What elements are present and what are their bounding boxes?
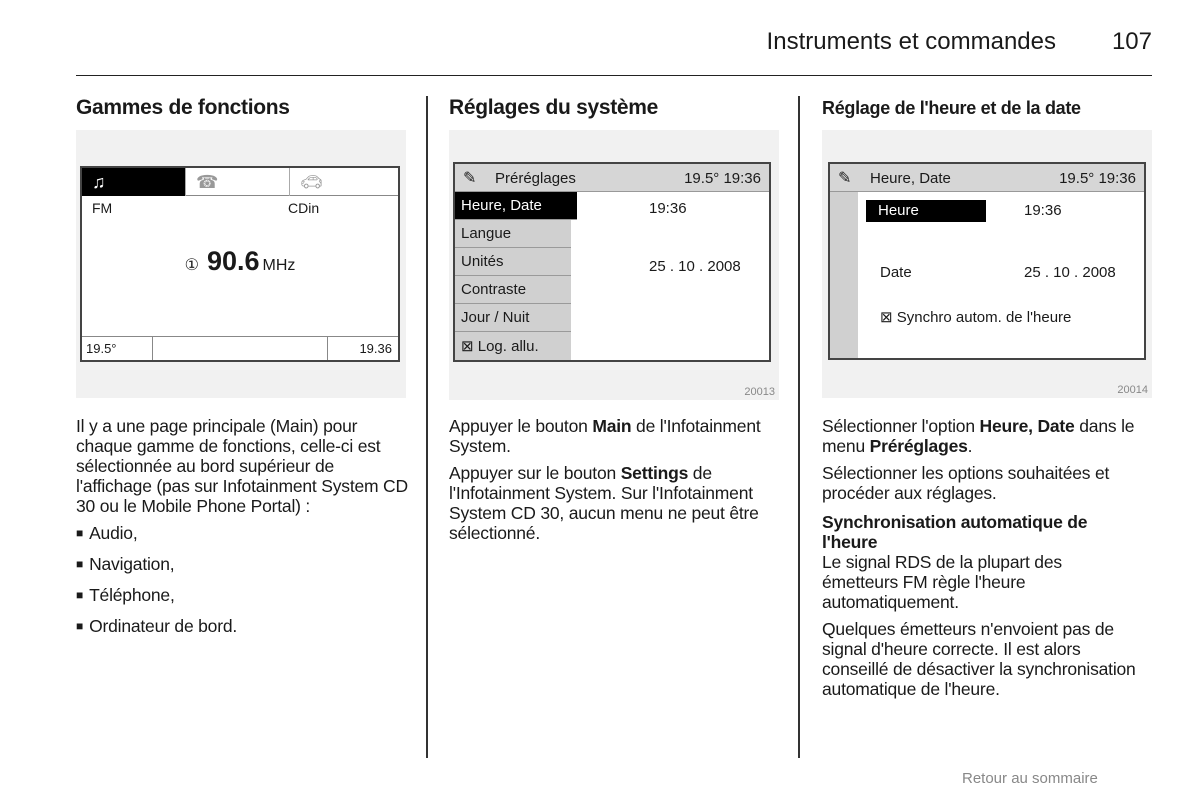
figure-time-screen [822, 130, 1152, 398]
paragraph [822, 416, 1142, 456]
column-system-settings [449, 92, 779, 543]
column-divider [426, 96, 428, 758]
option-name: Heure, Date [979, 416, 1075, 436]
time-value: 19:36 [1024, 202, 1062, 219]
car-icon: 🚗︎ [300, 171, 323, 192]
menu-item-log-allu[interactable]: ⊠ Log. allu. [461, 338, 539, 355]
text: Sélectionner l'option [822, 416, 980, 436]
music-note-icon: ♫ [92, 171, 106, 192]
paragraph: Sélectionner les options souhaitées et procéder aux réglages. [822, 463, 1110, 503]
menu-item-time-date[interactable]: Heure, Date [455, 192, 577, 220]
page-number: 107 [1111, 28, 1152, 55]
time-value: 19:36 [649, 200, 687, 217]
column-time-date [822, 92, 1152, 699]
list-item: ■ Téléphone, [76, 585, 408, 607]
list-item: ■ Navigation, [76, 554, 408, 576]
paragraph: Il y a une page principale (Main) pour chaque gamme de fonctions, celle-ci est sélectionnée au bord supérieur de l'affichage (pas sur Infotainment System CD 30 ou le Mobile Phone Portal) : [76, 416, 408, 516]
band-label-cdin: CDin [288, 200, 320, 216]
display-screen [453, 162, 771, 362]
menu-item-day-night[interactable]: Jour / Nuit [455, 304, 571, 332]
list-item: ■ Ordinateur de bord. [76, 616, 408, 638]
display-screen [80, 166, 400, 362]
body-text [822, 416, 1142, 706]
text: de l'Infotainment System. [449, 416, 761, 456]
button-name: Settings [620, 463, 689, 483]
screen-status: 19.5° 19:36 [684, 170, 761, 187]
date-value: 25 . 10 . 2008 [1024, 264, 1116, 281]
column-function-ranges [76, 92, 408, 636]
text: . [967, 436, 973, 456]
divider [327, 337, 328, 360]
button-name: Main [592, 416, 632, 436]
back-to-contents-link[interactable]: Retour au sommaire [962, 770, 1098, 787]
settings-icon: ✎ [838, 170, 852, 187]
frequency-unit: MHz [262, 257, 296, 274]
side-strip [830, 192, 858, 358]
subheading: Synchronisation automatique de l'heure [822, 512, 1088, 552]
screen-header [455, 164, 769, 192]
text: Appuyer le bouton [449, 416, 593, 436]
temperature: 19.5° [86, 341, 117, 356]
status-bar [82, 336, 398, 360]
option-date[interactable]: Date [880, 264, 912, 281]
screen-status: 19.5° 19:36 [1059, 170, 1136, 187]
tab-audio[interactable] [82, 168, 186, 196]
column-divider [798, 96, 800, 758]
screen-title: Préréglages [495, 170, 576, 187]
option-time[interactable]: Heure [866, 200, 986, 222]
menu-item-contrast[interactable]: Contraste [455, 276, 571, 304]
settings-menu [455, 192, 571, 360]
paragraph: Le signal RDS de la plupart des émetteurs FM règle l'heure automatiquement. [822, 552, 1062, 612]
text: Appuyer sur le bouton [449, 463, 621, 483]
paragraph: Quelques émetteurs n'envoient pas de signal d'heure correcte. Il est alors conseillé de désactiver la synchronisation automatique de l'heure. [822, 619, 1136, 699]
sync-checkbox[interactable]: ⊠ Synchro autom. de l'heure [880, 309, 1072, 326]
frequency-value: 90.6 [206, 246, 260, 276]
screen-title: Heure, Date [870, 170, 951, 187]
section-heading: Gammes de fonctions [76, 96, 290, 119]
list-item: ■ Audio, [76, 523, 408, 545]
screen-header [830, 164, 1144, 192]
paragraph [449, 416, 781, 456]
band-label-fm: FM [92, 200, 113, 216]
tab-car[interactable] [290, 168, 398, 196]
body-text [449, 416, 781, 550]
paragraph [449, 463, 781, 543]
function-tabs [82, 168, 398, 196]
figure-main-screen [76, 130, 406, 398]
text: de l'Infotainment System. Sur l'Infotainment System CD 30, aucun menu ne peut être sélectionné. [449, 463, 759, 543]
page-title: Instruments et commandes [766, 28, 1056, 55]
body-text [76, 416, 408, 647]
figure-settings-screen [449, 130, 779, 400]
section-heading: Réglages du système [449, 96, 659, 119]
section-heading: Réglage de l'heure et de la date [822, 98, 1081, 118]
menu-name: Préréglages [869, 436, 968, 456]
figure-code: 20014 [1117, 384, 1148, 396]
preset-number-icon: ① [184, 257, 199, 274]
divider [152, 337, 153, 360]
figure-code: 20013 [744, 386, 775, 398]
page-header [76, 24, 1152, 76]
settings-icon: ✎ [463, 170, 477, 187]
clock: 19.36 [359, 341, 392, 356]
menu-item-units[interactable]: Unités [455, 248, 571, 276]
phone-icon: ☎ [196, 171, 219, 192]
function-list [76, 523, 408, 638]
text: dans le menu [822, 416, 1135, 456]
frequency-display [82, 246, 398, 277]
display-screen [828, 162, 1146, 360]
date-value: 25 . 10 . 2008 [649, 258, 741, 275]
menu-item-language[interactable]: Langue [455, 220, 571, 248]
tab-phone[interactable] [186, 168, 290, 196]
